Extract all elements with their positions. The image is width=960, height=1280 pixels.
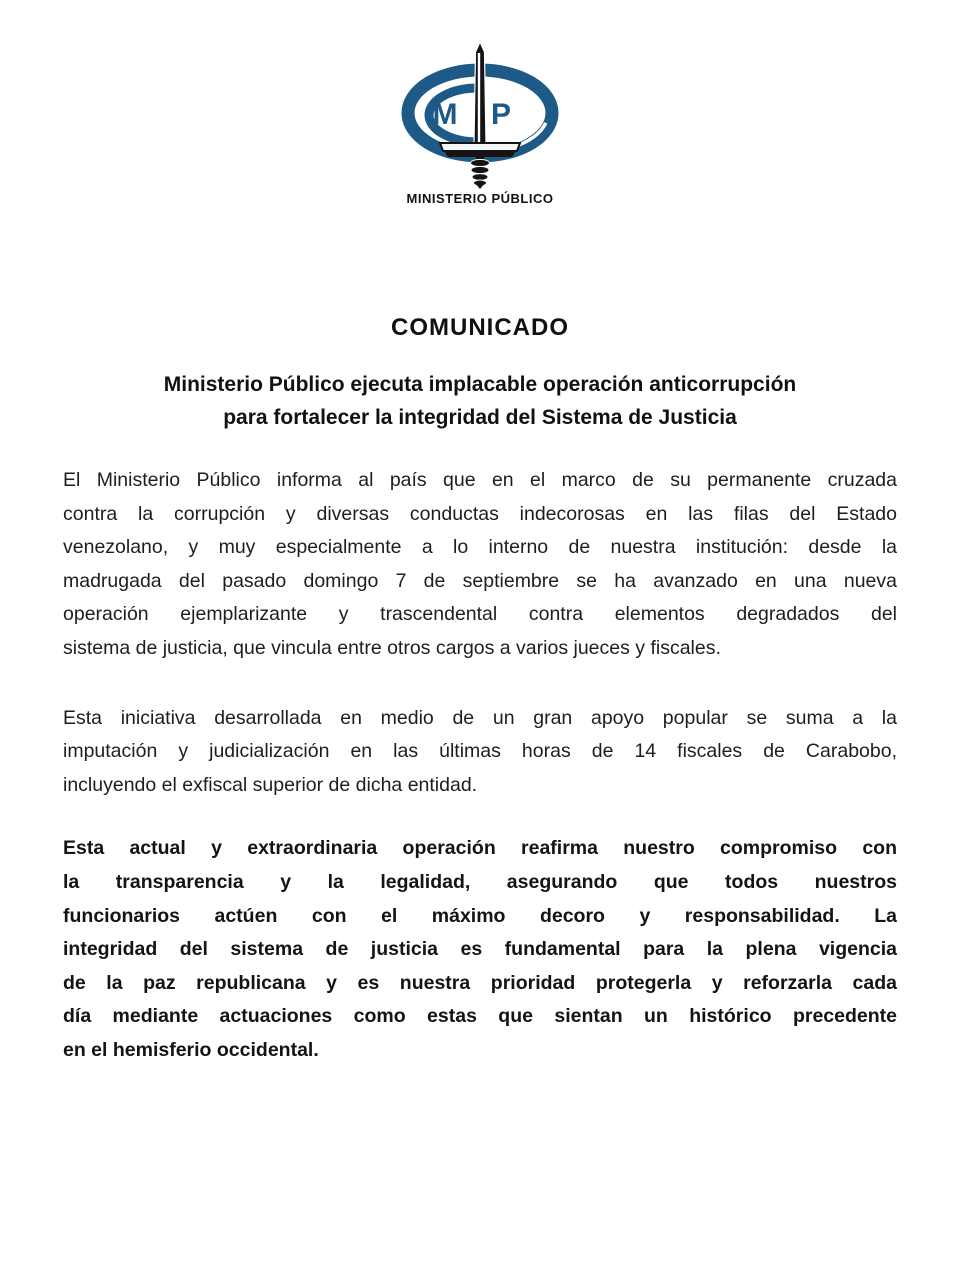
- logo-block: [0, 0, 960, 206]
- paragraph-emphasis: [63, 832, 897, 1067]
- paragraph-line: sistema de justicia, que vincula entre otros cargos a varios jueces y fiscales.: [63, 636, 721, 659]
- paragraph-line: Esta actual y extraordinaria operación reafirma nuestro compromiso con: [63, 837, 897, 860]
- paragraph-line: funcionarios actúen con el máximo decoro y responsabilidad. La: [63, 904, 897, 927]
- logo-caption: MINISTERIO PÚBLICO: [406, 191, 554, 206]
- paragraph-line: de la paz republicana y es nuestra prioridad protegerla y reforzarla cada: [63, 971, 897, 994]
- paragraph-line: en el hemisferio occidental.: [63, 1038, 319, 1061]
- document-subtitle: [0, 368, 960, 434]
- paragraph-line: incluyendo el exfiscal superior de dicha entidad.: [63, 773, 478, 796]
- page-title: COMUNICADO: [391, 314, 569, 341]
- paragraph-line: El Ministerio Público informa al país que en el marco de su permanente cruzada: [63, 469, 897, 491]
- paragraph-line: día mediante actuaciones como estas que sientan un histórico precedente: [63, 1005, 897, 1028]
- paragraph-line: integridad del sistema de justicia es fundamental para la plena vigencia: [63, 938, 897, 961]
- paragraph-line: venezolano, y muy especialmente a lo interno de nuestra institución: desde la: [63, 536, 897, 559]
- paragraph-line: contra la corrupción y diversas conductas indecorosas en las filas del Estado: [63, 502, 897, 525]
- subtitle-line: para fortalecer la integridad del Sistema de Justicia: [223, 406, 737, 429]
- seal-letter-p: P: [490, 98, 512, 131]
- paragraph-line: madrugada del pasado domingo 7 de septiembre se ha avanzado en una nueva: [63, 569, 897, 592]
- paragraph-line: Esta iniciativa desarrollada en medio de un gran apoyo popular se suma a la: [63, 706, 897, 729]
- paragraph-line: operación ejemplarizante y trascendental contra elementos degradados del: [63, 603, 897, 626]
- subtitle-line: Ministerio Público ejecuta implacable operación anticorrupción: [163, 373, 797, 396]
- paragraph: [63, 702, 897, 803]
- mp-seal-icon: [378, 38, 582, 190]
- document-body: [0, 464, 960, 1068]
- seal-letter-m: M: [432, 98, 458, 131]
- paragraph-line: la transparencia y la legalidad, asegurando que todos nuestros: [63, 870, 897, 893]
- paragraph-line: imputación y judicialización en las últimas horas de 14 fiscales de Carabobo,: [63, 740, 897, 763]
- paragraph: [63, 464, 897, 666]
